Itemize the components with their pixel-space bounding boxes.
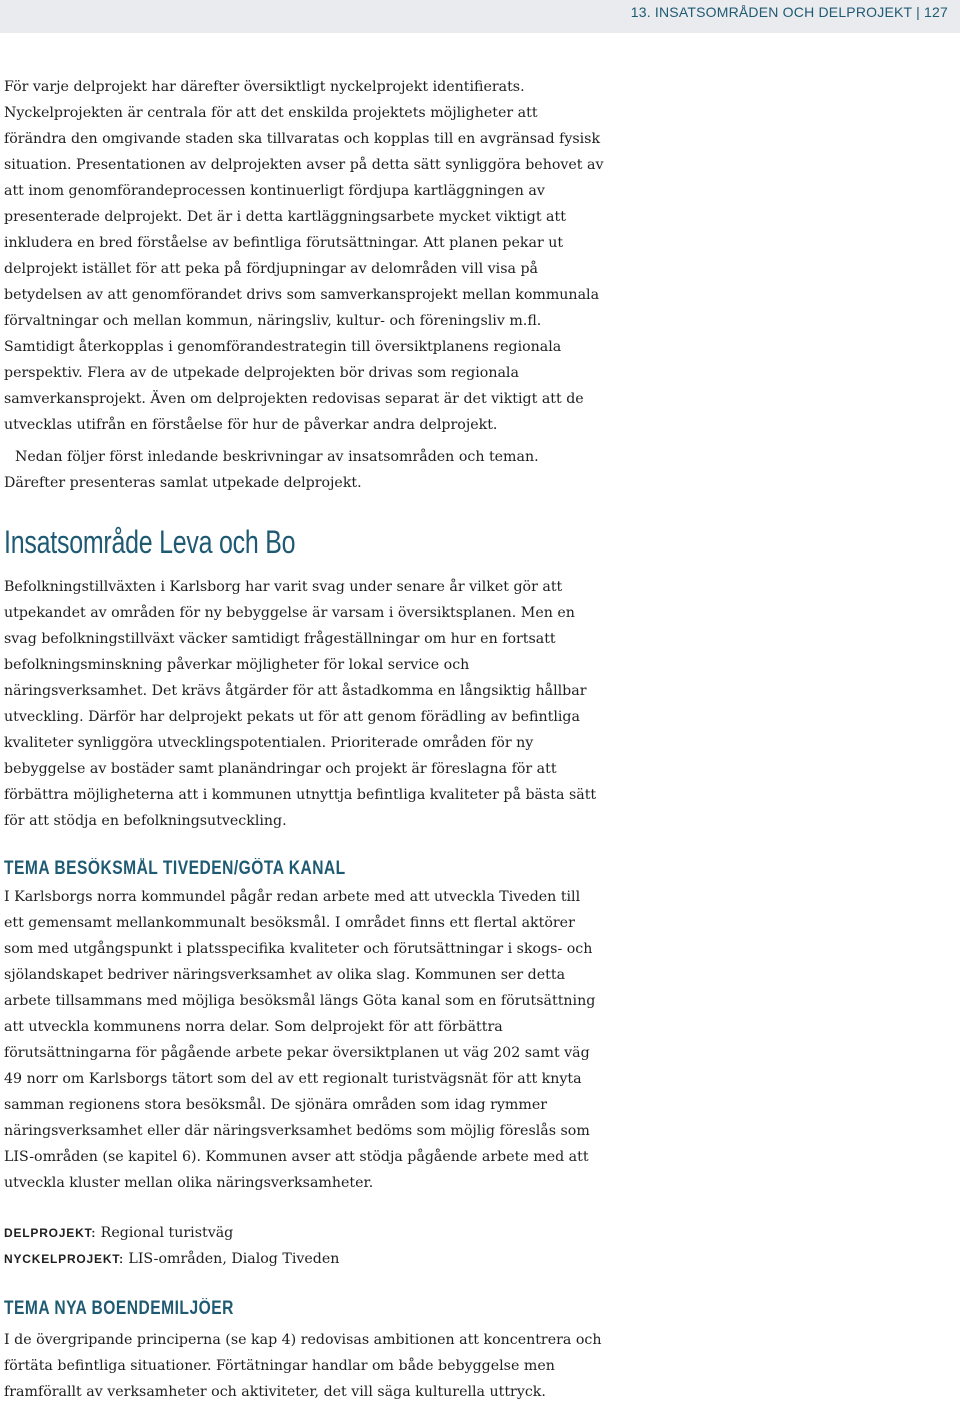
tema-boendemiljoer-heading: TEMA NYA BOENDEMILJÖER bbox=[4, 1298, 234, 1319]
intro-paragraph: För varje delprojekt har därefter översiktligt nyckelprojekt identifierats. Nyckelprojekten är centrala för att det enskilda projektets möjligheter att förändra den omgivande staden ska tillvaratas och kopplas till en avgränsad fysisk situation. Presentationen av delprojekten avser på detta sätt synliggöra behovet av att inom genomförandeprocessen kontinuerligt fördjupa kartläggningen av presenterade delprojekt. Det är i detta kartläggningsarbete mycket viktigt att inkludera en bred förståelse av befintliga förutsättningar. Att planen pekar ut delprojekt istället för att peka på fördjupningar av delområden vill visa på betydelsen av att genomförandet drivs som samverkansprojekt mellan kommunala förvaltningar och mellan kommun, näringsliv, kultur- och föreningsliv m.fl. Samtidigt återkopplas i genomförandestrategin till översiktplanens regionala perspektiv. Flera av de utpekade delprojekten bör drivas som regionala samverkansprojekt. Även om delprojekten redovisas separat är det viktigt att de utvecklas utifrån en förståelse för hur de påverkar andra delprojekt. bbox=[4, 79, 604, 433]
delprojekt-value: Regional turistväg bbox=[100, 1225, 234, 1241]
tema-boendemiljoer-body: I de övergripande principerna (se kap 4) redovisas ambitionen att koncentrera och förtäta befintliga situationer. Förtätningar handlar om både bebyggelse men framförallt av verksamheter och aktiviteter, det vill säga kulturella uttryck. bbox=[4, 1332, 602, 1400]
page-header bbox=[0, 0, 960, 33]
section-title: Insatsområde Leva och Bo bbox=[4, 524, 296, 560]
tema-besoksmal-heading: TEMA BESÖKSMÅL TIVEDEN/GÖTA KANAL bbox=[4, 858, 346, 879]
running-head: 13. INSATSOMRÅDEN OCH DELPROJEKT | 127 bbox=[630, 4, 948, 20]
nyckelprojekt-label: NYCKELPROJEKT: bbox=[4, 1252, 124, 1266]
nyckelprojekt-value: LIS-områden, Dialog Tiveden bbox=[128, 1251, 340, 1267]
intro-paragraph-2: Nedan följer först inledande beskrivningar av insatsområden och teman. Därefter presenteras samlat utpekade delprojekt. bbox=[4, 449, 539, 491]
tema-besoksmal-body: I Karlsborgs norra kommundel pågår redan arbete med att utveckla Tiveden till ett gemensamt mellankommunalt besöksmål. I området finns ett flertal aktörer som med utgångspunkt i platsspecifika kvaliteter och förutsättningar i skogs- och sjölandskapet bedriver näringsverksamhet av olika slag. Kommunen ser detta arbete tillsammans med möjliga besöksmål längs Göta kanal som en förutsättning att utveckla kommunens norra delar. Som delprojekt för att förbättra förutsättningarna för pågående arbete pekar översiktplanen ut väg 202 samt väg 49 norr om Karlsborgs tätort som del av ett regionalt turistvägsnät för att knyta samman regionens stora besöksmål. De sjönära områden som idag rymmer näringsverksamhet eller där näringsverksamhet bedöms som möjlig föreslås som LIS-områden (se kapitel 6). Kommunen avser att stödja pågående arbete med att utveckla kluster mellan olika näringsverksamheter. bbox=[4, 889, 596, 1191]
section-body: Befolkningstillväxten i Karlsborg har varit svag under senare år vilket gör att utpekandet av områden för ny bebyggelse är varsam i översiktsplanen. Men en svag befolkningstillväxt väcker samtidigt frågeställningar om hur en fortsatt befolkningsminskning påverkar möjligheter för lokal service och näringsverksamhet. Det krävs åtgärder för att åstadkomma en långsiktig hållbar utveckling. Därför har delprojekt pekats ut för att genom förädling av befintliga kvaliteter synliggöra utvecklingspotentialen. Prioriterade områden för ny bebyggelse av bostäder samt planändringar och projekt är föreslagna för att förbättra möjligheterna att i kommunen utnyttja befintliga kvaliteter på bästa sätt för att stödja en befolkningsutveckling. bbox=[4, 579, 597, 829]
delprojekt-label: DELPROJEKT: bbox=[4, 1226, 97, 1240]
nyckelprojekt-line bbox=[4, 1251, 339, 1267]
delprojekt-line bbox=[4, 1225, 233, 1241]
